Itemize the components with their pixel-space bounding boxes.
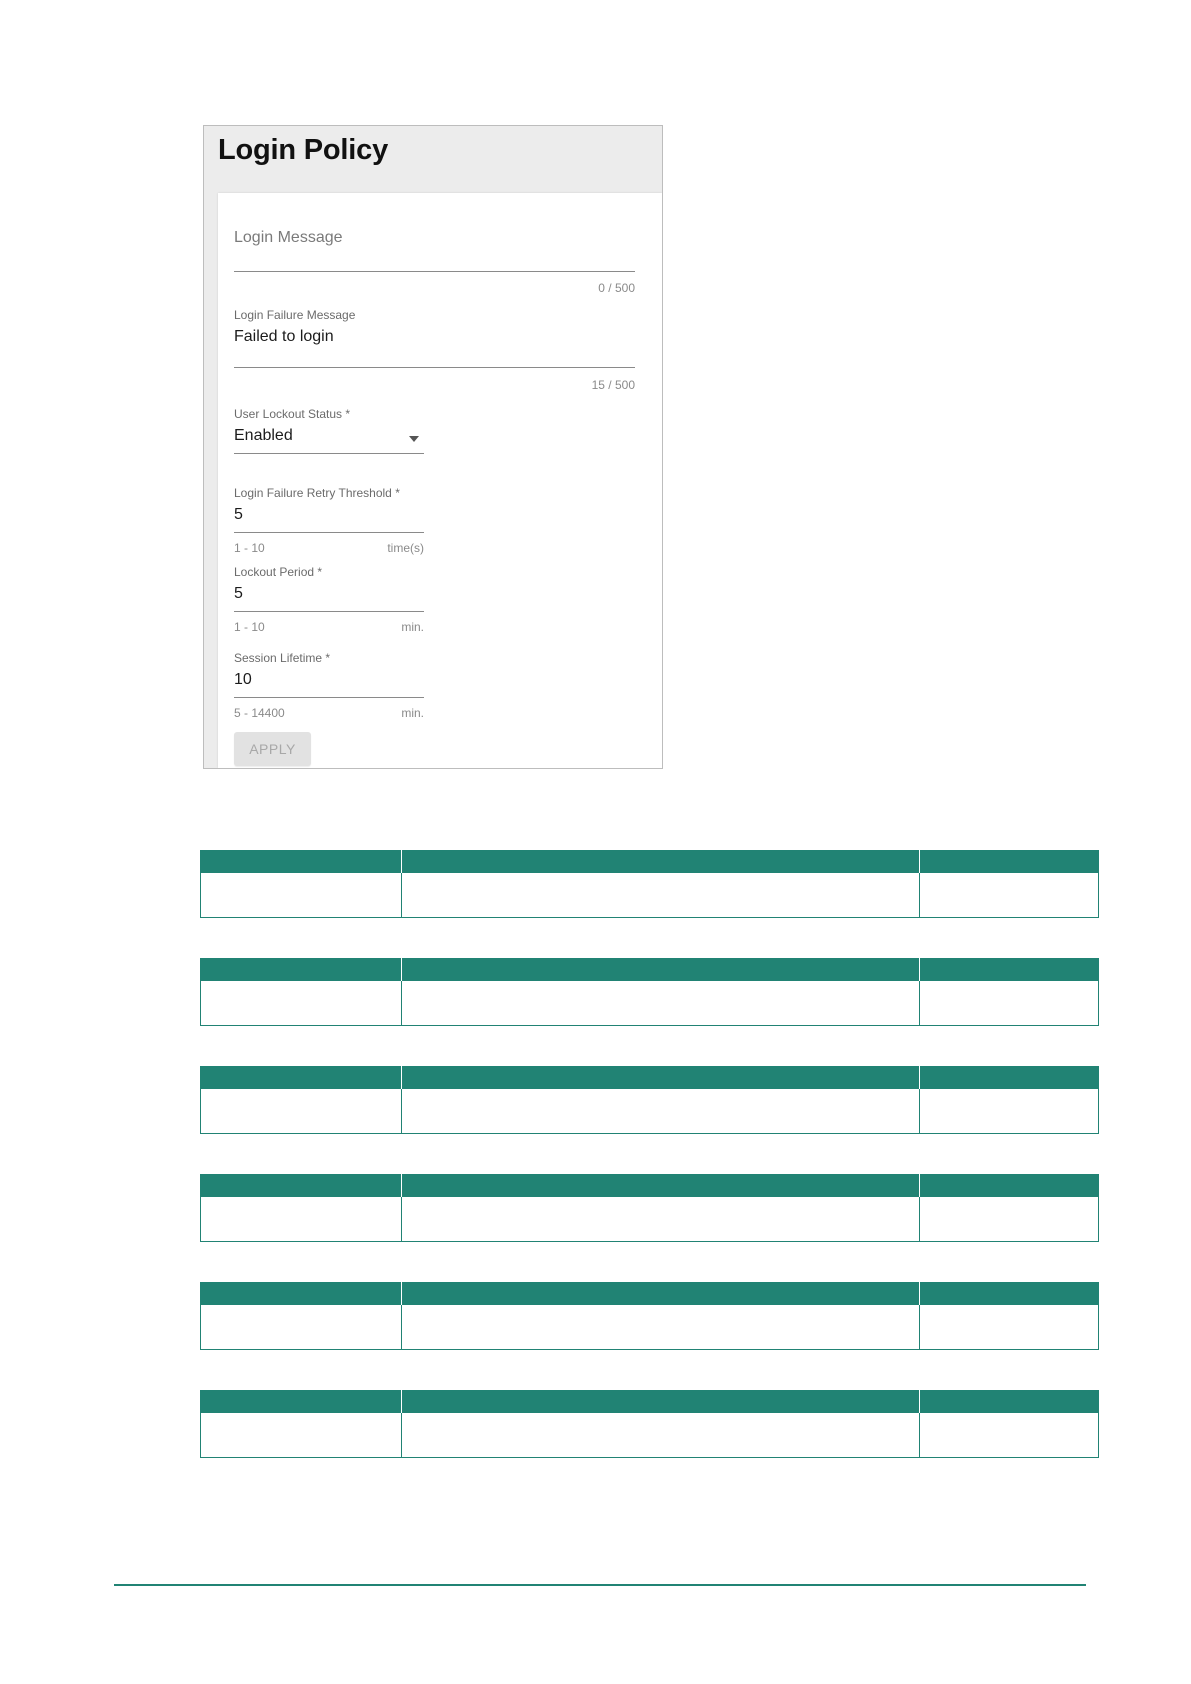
parameter-table-session-lifetime bbox=[200, 1390, 1099, 1458]
table-header-cell bbox=[920, 1066, 1099, 1089]
table-header-cell bbox=[920, 1282, 1099, 1305]
table-header-cell bbox=[402, 1066, 920, 1089]
login-failure-message-underline bbox=[234, 367, 635, 368]
login-message-field[interactable] bbox=[234, 229, 635, 295]
lockout-period-range: 1 - 10 bbox=[234, 620, 265, 634]
parameter-table-login-failure-message bbox=[200, 958, 1099, 1026]
table-cell bbox=[402, 1413, 920, 1458]
table-cell bbox=[201, 1413, 402, 1458]
table-header-cell bbox=[920, 850, 1099, 873]
parameter-table-retry-threshold bbox=[200, 1174, 1099, 1242]
session-lifetime-unit: min. bbox=[401, 706, 424, 720]
session-lifetime-underline bbox=[234, 697, 424, 698]
lockout-period-unit: min. bbox=[401, 620, 424, 634]
table-row bbox=[201, 1089, 1099, 1134]
table-cell bbox=[920, 1305, 1099, 1350]
table-header-row bbox=[201, 958, 1099, 981]
table-header-row bbox=[201, 1390, 1099, 1413]
table-cell bbox=[402, 1305, 920, 1350]
table-header-cell bbox=[201, 850, 402, 873]
login-failure-message-value[interactable]: Failed to login bbox=[234, 328, 334, 345]
apply-button[interactable]: APPLY bbox=[234, 732, 311, 766]
table-header-row bbox=[201, 1282, 1099, 1305]
footer-divider bbox=[114, 1584, 1086, 1586]
table-cell bbox=[920, 1197, 1099, 1242]
table-header-cell bbox=[920, 958, 1099, 981]
lockout-period-underline bbox=[234, 611, 424, 612]
table-row bbox=[201, 1197, 1099, 1242]
table-cell bbox=[201, 981, 402, 1026]
retry-threshold-range: 1 - 10 bbox=[234, 541, 265, 555]
table-header-cell bbox=[402, 1174, 920, 1197]
table-cell bbox=[402, 981, 920, 1026]
lockout-period-field[interactable] bbox=[234, 565, 424, 635]
table-header-row bbox=[201, 1066, 1099, 1089]
login-policy-panel bbox=[203, 125, 663, 769]
table-row bbox=[201, 1413, 1099, 1458]
lockout-period-input[interactable]: 5 bbox=[234, 585, 243, 602]
table-header-cell bbox=[402, 1390, 920, 1413]
table-cell bbox=[201, 1305, 402, 1350]
table-header-cell bbox=[402, 958, 920, 981]
table-cell bbox=[920, 873, 1099, 918]
table-header-cell bbox=[201, 1066, 402, 1089]
page-title: Login Policy bbox=[218, 134, 388, 166]
table-cell bbox=[402, 1089, 920, 1134]
login-message-underline bbox=[234, 271, 635, 272]
table-header-cell bbox=[920, 1174, 1099, 1197]
login-message-label: Login Message bbox=[234, 229, 343, 246]
parameter-table-login-message bbox=[200, 850, 1099, 918]
table-row bbox=[201, 873, 1099, 918]
table-header-cell bbox=[201, 1282, 402, 1305]
session-lifetime-input[interactable]: 10 bbox=[234, 671, 252, 688]
retry-threshold-label: Login Failure Retry Threshold * bbox=[234, 486, 400, 500]
chevron-down-icon[interactable] bbox=[409, 436, 419, 442]
user-lockout-status-select[interactable] bbox=[234, 407, 424, 455]
table-header-cell bbox=[201, 958, 402, 981]
table-header-cell bbox=[920, 1390, 1099, 1413]
settings-card bbox=[218, 193, 662, 768]
table-cell bbox=[201, 1197, 402, 1242]
table-cell bbox=[201, 873, 402, 918]
retry-threshold-underline bbox=[234, 532, 424, 533]
parameter-table-lockout-period bbox=[200, 1282, 1099, 1350]
user-lockout-status-label: User Lockout Status * bbox=[234, 407, 351, 421]
login-failure-message-field[interactable] bbox=[234, 308, 635, 392]
table-cell bbox=[920, 981, 1099, 1026]
table-cell bbox=[402, 873, 920, 918]
session-lifetime-range: 5 - 14400 bbox=[234, 706, 285, 720]
table-header-cell bbox=[201, 1390, 402, 1413]
table-header-cell bbox=[402, 1282, 920, 1305]
session-lifetime-field[interactable] bbox=[234, 651, 424, 721]
retry-threshold-input[interactable]: 5 bbox=[234, 506, 243, 523]
table-row bbox=[201, 1305, 1099, 1350]
login-failure-message-counter: 15 / 500 bbox=[591, 378, 635, 392]
retry-threshold-unit: time(s) bbox=[387, 541, 424, 555]
table-header-cell bbox=[201, 1174, 402, 1197]
lockout-period-label: Lockout Period * bbox=[234, 565, 323, 579]
table-cell bbox=[402, 1197, 920, 1242]
retry-threshold-field[interactable] bbox=[234, 486, 424, 556]
table-cell bbox=[920, 1413, 1099, 1458]
user-lockout-status-underline bbox=[234, 453, 424, 454]
table-cell bbox=[920, 1089, 1099, 1134]
table-header-row bbox=[201, 1174, 1099, 1197]
table-header-cell bbox=[402, 850, 920, 873]
login-failure-message-label: Login Failure Message bbox=[234, 308, 356, 322]
parameter-table-user-lockout-status bbox=[200, 1066, 1099, 1134]
user-lockout-status-value[interactable]: Enabled bbox=[234, 427, 293, 444]
session-lifetime-label: Session Lifetime * bbox=[234, 651, 331, 665]
login-message-counter: 0 / 500 bbox=[598, 281, 635, 295]
table-cell bbox=[201, 1089, 402, 1134]
table-row bbox=[201, 981, 1099, 1026]
table-header-row bbox=[201, 850, 1099, 873]
